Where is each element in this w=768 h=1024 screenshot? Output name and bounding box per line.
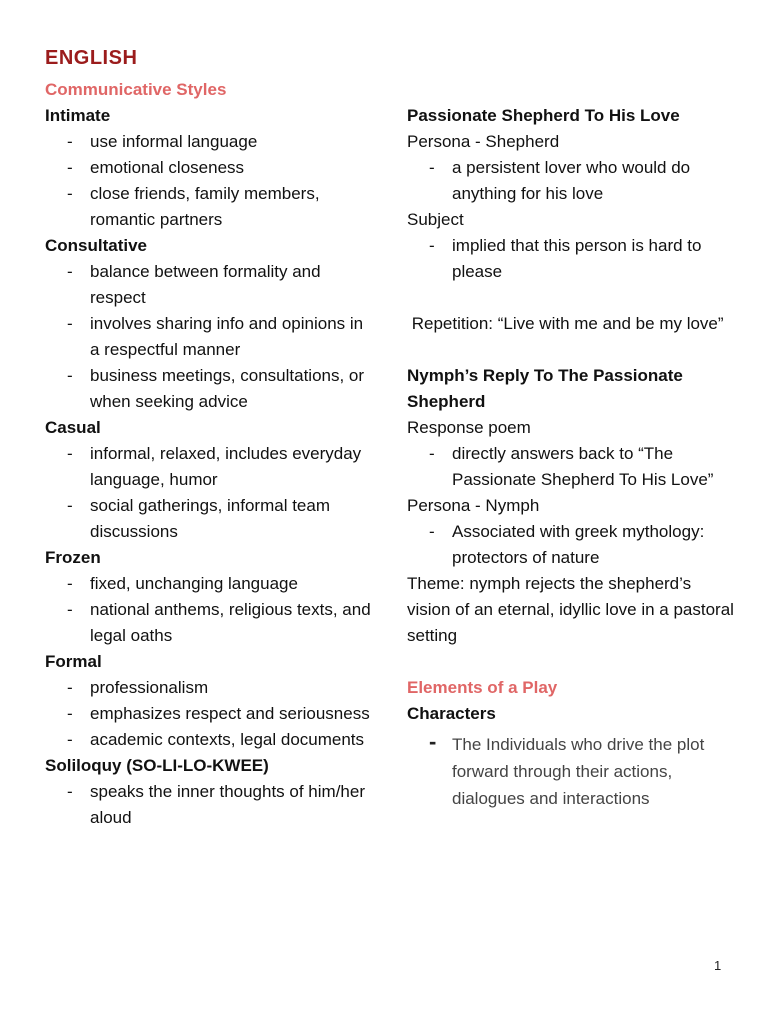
bullet-text: business meetings, consultations, or when seeking advice [90, 366, 365, 411]
bullet-text: Associated with greek mythology: protectors of nature [452, 522, 705, 567]
list-item [45, 181, 375, 233]
style-heading-formal: Formal [45, 652, 102, 671]
section-heading-communicative-styles: Communicative Styles [45, 80, 227, 99]
dash-marker: - [67, 704, 73, 723]
persona-line: Persona - Nymph [407, 496, 540, 515]
dash-marker: - [67, 158, 73, 177]
style-heading-casual: Casual [45, 418, 101, 437]
dash-marker: - [429, 444, 435, 463]
dash-marker: - [67, 600, 73, 619]
list-item [45, 155, 375, 181]
spacer [407, 285, 737, 311]
bullet-text: social gatherings, informal team discussions [90, 496, 331, 541]
dash-marker: - [67, 730, 73, 749]
bullet-text: use informal language [90, 132, 258, 151]
bullet-text: implied that this person is hard to please [452, 236, 702, 281]
list-item [407, 233, 737, 285]
right-column [407, 77, 737, 812]
style-heading-consultative: Consultative [45, 236, 148, 255]
list-item [45, 259, 375, 311]
bullet-text: involves sharing info and opinions in a respectful manner [90, 314, 364, 359]
dash-marker: - [67, 782, 73, 801]
list-item [45, 441, 375, 493]
bullet-text: speaks the inner thoughts of him/her aloud [90, 782, 365, 827]
dash-marker: - [67, 444, 73, 463]
list-item [407, 441, 737, 493]
bullet-text: informal, relaxed, includes everyday language, humor [90, 444, 362, 489]
bullet-text: national anthems, religious texts, and legal oaths [90, 600, 371, 645]
dash-marker: - [67, 184, 73, 203]
left-column [45, 77, 375, 831]
heading-characters: Characters [407, 704, 496, 723]
spacer [407, 77, 737, 103]
poem-heading-passionate-shepherd: Passionate Shepherd To His Love [407, 106, 680, 125]
bullet-text: professionalism [90, 678, 209, 697]
bullet-text: emotional closeness [90, 158, 245, 177]
spacer [407, 337, 737, 363]
list-item [45, 727, 375, 753]
list-item [45, 779, 375, 831]
repetition-line: Repetition: “Live with me and be my love” [407, 314, 724, 333]
section-heading-elements-of-a-play: Elements of a Play [407, 678, 558, 697]
dash-marker: - [67, 496, 73, 515]
dash-marker: - [429, 158, 435, 177]
bullet-text: a persistent lover who would do anything for his love [452, 158, 691, 203]
dash-marker: - [67, 314, 73, 333]
dash-marker: - [429, 236, 435, 255]
list-item [45, 675, 375, 701]
bullet-text: The Individuals who drive the plot forward through their actions, dialogues and interactions [452, 735, 705, 808]
list-item [45, 493, 375, 545]
heading-soliloquy: Soliloquy (SO-LI-LO-KWEE) [45, 756, 269, 775]
bullet-text: close friends, family members, romantic partners [90, 184, 320, 229]
dash-marker: - [429, 522, 435, 541]
list-item [45, 363, 375, 415]
list-item [45, 701, 375, 727]
list-item [407, 731, 737, 812]
dash-marker: - [67, 132, 73, 151]
bullet-text: balance between formality and respect [90, 262, 321, 307]
dash-marker: - [67, 678, 73, 697]
page-number: 1 [714, 958, 722, 973]
list-item [407, 519, 737, 571]
poem-heading-nymphs-reply: Nymph’s Reply To The Passionate Shepherd [407, 366, 683, 411]
list-item [45, 571, 375, 597]
persona-line: Persona - Shepherd [407, 132, 560, 151]
list-item [407, 155, 737, 207]
dash-marker: - [67, 366, 73, 385]
bullet-text: academic contexts, legal documents [90, 730, 365, 749]
document-title: ENGLISH [45, 47, 138, 69]
spacer [407, 649, 737, 675]
response-line: Response poem [407, 418, 531, 437]
theme-line: Theme: nymph rejects the shepherd’s vision of an eternal, idyllic love in a pastoral setting [407, 574, 734, 645]
subject-line: Subject [407, 210, 464, 229]
dash-marker: - [67, 574, 73, 593]
bullet-text: emphasizes respect and seriousness [90, 704, 370, 723]
list-item [45, 597, 375, 649]
bullet-text: fixed, unchanging language [90, 574, 298, 593]
list-item [45, 129, 375, 155]
dash-marker: - [67, 262, 73, 281]
list-item [45, 311, 375, 363]
style-heading-frozen: Frozen [45, 548, 101, 567]
bullet-text: directly answers back to “The Passionate Shepherd To His Love” [452, 444, 714, 489]
dash-marker: - [429, 729, 437, 754]
style-heading-intimate: Intimate [45, 106, 111, 125]
